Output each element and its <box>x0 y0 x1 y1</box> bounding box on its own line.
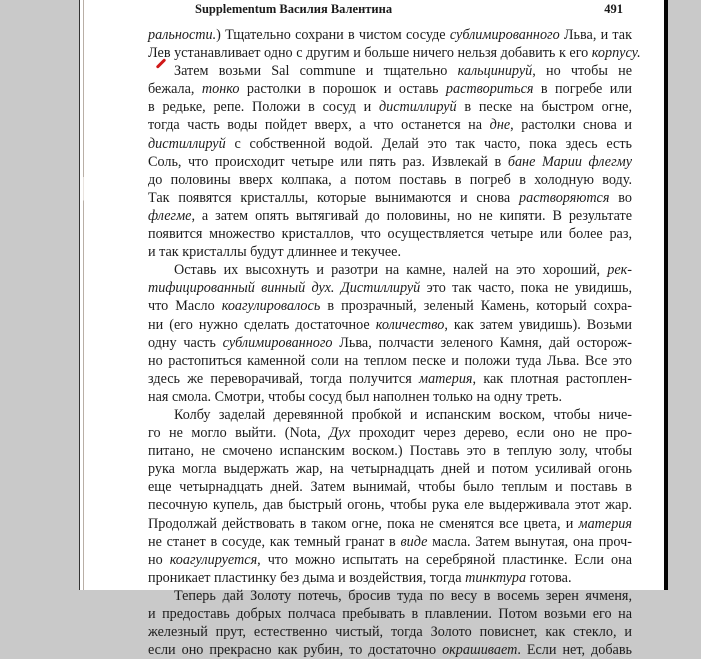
italic-term: тинктура <box>465 569 527 586</box>
text-run: , но чтобы не <box>532 63 632 80</box>
text-run: бежала, <box>148 81 202 98</box>
text-line <box>148 442 632 460</box>
text-run: в песке на быстром огне, <box>456 99 633 116</box>
text-run: Колбу заделай деревянной пробкой и испанским воском, чтобы ниче- <box>174 406 632 423</box>
body-text <box>148 26 641 659</box>
text-run: во <box>609 189 632 206</box>
italic-term: раствориться <box>445 81 534 98</box>
italic-term: виде <box>400 533 428 550</box>
text-run: тогда часть воды пойдет вверх, а что останется на <box>148 117 490 134</box>
page-right-edge <box>664 0 668 590</box>
text-line <box>148 98 632 116</box>
text-line <box>148 62 632 80</box>
text-line <box>148 406 632 424</box>
text-line <box>148 171 632 189</box>
scan-edge-line <box>83 0 84 590</box>
text-run: растолки в порошок и оставь <box>239 81 446 98</box>
text-line <box>148 569 632 587</box>
text-run: с собственной водой. Делай это так часто, пока здесь есть <box>225 135 632 152</box>
text-line <box>148 334 632 352</box>
text-line <box>148 388 632 406</box>
text-line <box>148 207 632 225</box>
italic-term: кальцинируй <box>457 63 533 80</box>
text-line <box>148 225 632 243</box>
text-line <box>148 496 632 514</box>
text-run: еще четырнадцать дней. Затем вынимай, чтобы было теплым и поставь в <box>148 479 632 496</box>
italic-term: флегме <box>148 207 192 224</box>
text-run: Льва, полчасти зеленого Камня, дай осторож- <box>332 334 632 351</box>
text-line <box>148 189 632 207</box>
text-run: но растопиться каменной соли на теплом песке и положи туда Льва. Все это <box>148 352 632 369</box>
text-run: проходит через дерево, если оно не про- <box>350 425 632 442</box>
text-run: Так появятся кристаллы, которые вынимаются и снова <box>148 189 520 206</box>
text-line <box>148 352 632 370</box>
text-run: , что можно испытать на серебряной пластинке. Если она <box>257 551 633 568</box>
text-run: Льва, и так <box>559 27 632 43</box>
text-run: что Масло <box>148 298 222 315</box>
italic-term: растворяются <box>519 189 610 206</box>
text-line <box>148 515 632 533</box>
text-line <box>148 316 632 334</box>
italic-term: материя <box>578 515 632 532</box>
italic-term: сублимированного <box>222 334 333 351</box>
text-line <box>148 605 632 623</box>
text-line <box>148 153 632 171</box>
text-line <box>148 44 641 62</box>
italic-term: бане Марии флегму <box>507 153 632 170</box>
text-line <box>148 26 632 44</box>
text-run: появится множество кристаллов, что осуществляется четыре или более раз, <box>148 226 632 243</box>
text-run: Затем возьми Sal commune и тщательно <box>174 63 458 80</box>
text-run: Соль, что происходит четыре или пять раз. Извлекай в <box>148 153 508 170</box>
text-line <box>148 478 632 496</box>
text-run: . Если нет, добавь <box>517 642 633 659</box>
text-run: и так кристаллы будут длиннее и текучее. <box>148 244 402 261</box>
text-line <box>148 116 632 134</box>
text-line <box>148 533 632 551</box>
text-run: но <box>148 551 170 568</box>
italic-term: Дистиллируй <box>340 280 421 297</box>
text-run: одну часть <box>148 334 223 351</box>
text-run: Теперь дай Золоту потечь, бросив туда по весу в восемь зерен ячменя, <box>174 587 632 604</box>
text-run: если оно прекрасно как рубин, то достаточно <box>148 642 443 659</box>
italic-term: тифицированный винный дух. <box>148 280 335 297</box>
italic-term: материя <box>419 370 473 387</box>
text-run: и предоставь добрых полчаса пребывать в плавлении. Потом возьми его на <box>148 606 632 622</box>
text-line <box>148 279 632 297</box>
text-line <box>148 424 632 442</box>
italic-term: сублимированного <box>449 27 560 43</box>
text-line <box>148 460 632 478</box>
italic-term: окрашивает <box>442 642 518 659</box>
text-run: в редьке, репе. Положи в сосуд и <box>148 99 379 116</box>
text-run: ) Тщательно сохрани в чистом сосуде <box>216 27 450 43</box>
text-run: ная смола. Смотри, чтобы сосуд был наполнен только на одну треть. <box>148 388 562 405</box>
text-run: песочную купель, дав быстрый огонь, чтобы рука еле выдерживала этот жар. <box>148 497 632 514</box>
text-run: проникает пластинку без дыма и воздействия, тогда <box>148 569 466 586</box>
text-run: в прозрачный, зеленый Камень, который сохра- <box>320 298 632 315</box>
text-run: до половины вверх колпака, а потом поставь в погреб в холодную воду. <box>148 171 632 188</box>
text-run: масла. Затем вынутая, она проч- <box>427 533 632 550</box>
page-number: 491 <box>604 2 623 16</box>
italic-term: корпусу. <box>591 45 641 62</box>
italic-term: рек- <box>607 262 632 279</box>
text-line <box>148 243 632 261</box>
text-run: не станет в сосуде, как темный гранат в <box>148 533 401 550</box>
text-line <box>148 551 632 569</box>
text-run: рука могла выдержать жар, на четырнадцать дней и потом усиливай огонь <box>148 461 632 478</box>
text-run: готова. <box>526 569 572 586</box>
text-run: это так часто, пока не увидишь, <box>420 280 632 297</box>
text-run: Продолжай действовать в таком огне, пока не сменятся все цвета, и <box>148 515 579 532</box>
text-run: ни (его нужно сделать достаточное <box>148 316 376 333</box>
italic-term: количество <box>375 316 445 333</box>
text-run: в погребе или <box>533 81 632 98</box>
text-run: Лев устанавливает одно с другим и больше ничего нельзя добавить к его <box>148 45 592 62</box>
text-run: Оставь их высохнуть и разотри на камне, налей на это хороший, <box>174 262 608 279</box>
running-header <box>195 2 635 18</box>
text-run: питано, не смочено испанским воском.) Поставь это в теплую золу, чтобы <box>148 443 632 460</box>
italic-term: дистиллируй <box>378 99 457 116</box>
text-run: , а затем опять вытягивай до половины, но не кипяти. В результате <box>191 207 632 224</box>
italic-term: коагулировалось <box>221 298 321 315</box>
text-run: го не могло выйти. (Nota, <box>148 425 330 442</box>
italic-term: Дух <box>329 425 351 442</box>
text-run: здесь же переворачивай, тогда получится <box>148 370 420 387</box>
italic-term: ральности. <box>148 27 217 43</box>
text-run: , как затем увидишь). Возьми <box>444 316 632 333</box>
text-run: , как плотная растоплен- <box>472 370 632 387</box>
text-line <box>148 623 632 641</box>
italic-term: коагулируется <box>169 551 258 568</box>
text-line <box>148 370 632 388</box>
running-title: Supplementum Василия Валентина <box>195 2 393 16</box>
text-run: , растолки снова и <box>510 117 632 134</box>
text-line <box>148 641 632 659</box>
text-line <box>148 135 632 153</box>
italic-term: дне <box>489 117 511 134</box>
text-line <box>148 261 632 279</box>
text-line <box>148 80 632 98</box>
text-run: железный прут, естественно чистый, тогда Золото повиснет, как стекло, и <box>148 624 632 641</box>
text-line <box>148 297 632 315</box>
italic-term: дистиллируй <box>148 135 226 152</box>
italic-term: тонко <box>201 81 240 98</box>
